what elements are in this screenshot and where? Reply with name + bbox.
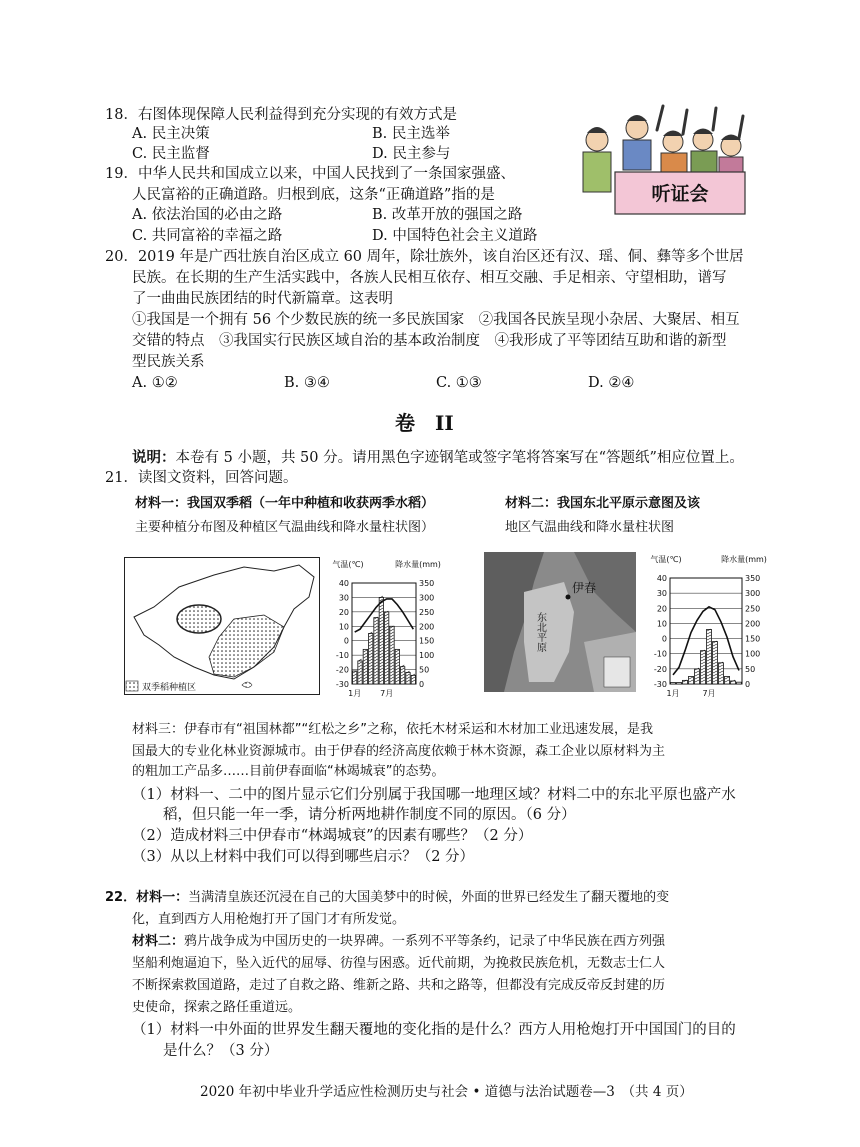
precip-tick-label: 100	[419, 651, 435, 661]
precip-tick-label: 0	[745, 680, 751, 689]
q20-line2: 民族。在长期的生产生活实践中，各族人民相互依存、相互交融、手足相亲、守望相助，谱写	[132, 270, 727, 286]
temp-tick-label: -10	[653, 649, 667, 659]
temp-tick-label: 0	[343, 636, 349, 646]
x-label-jan: 1月	[666, 689, 680, 698]
section-title: 卷 II	[395, 411, 454, 435]
q22-material2-line3: 不断探索救国道路，走过了自救之路、维新之路、共和之路等，但都没有完成反帝反封建的历	[132, 978, 666, 993]
q20-option-c: C. ①③	[436, 375, 482, 391]
climate-chart-2	[644, 548, 768, 698]
map2-city-label: 伊春	[572, 581, 597, 595]
q22-material2-line4: 史使命，探索之路任重道远。	[132, 1000, 302, 1015]
precip-tick-label: 50	[745, 664, 756, 674]
map1-legend-label: 双季稻种植区	[142, 683, 197, 693]
temp-tick-label: -20	[335, 665, 349, 675]
temperature-curve	[355, 599, 414, 632]
map2-region-label: 东北平原	[534, 612, 546, 652]
q20-line5: 交错的特点 ③我国实行民族区域自治的基本政治制度 ④我形成了平等团结互助和谐的新型	[132, 333, 727, 349]
temp-axis-label: 气温(℃)	[332, 560, 364, 569]
temp-tick-label: 0	[661, 634, 667, 644]
q20-line4: ①我国是一个拥有 56 个少数民族的统一多民族国家 ②我国各民族呈现小杂居、大聚居、相互	[132, 312, 740, 328]
temp-tick-label: 20	[338, 607, 349, 617]
precip-bar	[731, 681, 736, 684]
q18-option-b: B. 民主选举	[372, 126, 450, 142]
section-note-text: 本卷有 5 小题，共 50 分。请用黑色字迹钢笔或签字笔将答案写在“答题纸”相应位置上。	[175, 450, 744, 466]
q18-option-a: A. 民主决策	[132, 126, 210, 142]
x-label-jul: 7月	[380, 689, 394, 698]
temp-tick-label: 20	[656, 604, 667, 614]
q21-part2: （2）造成材料三中伊春市“林竭城衰”的因素有哪些？（2 分）	[132, 828, 533, 844]
precip-bar	[671, 682, 676, 684]
precip-tick-label: 50	[419, 665, 430, 675]
temp-axis-label: 气温(℃)	[650, 555, 682, 564]
temp-tick-label: -30	[335, 680, 349, 689]
q19-stem-line1: 19．中华人民共和国成立以来，中国人民找到了一条国家强盛、	[105, 166, 515, 182]
precip-tick-label: 250	[745, 604, 761, 614]
section-note	[132, 448, 744, 468]
temp-tick-label: 30	[656, 589, 667, 599]
temp-tick-label: -10	[335, 651, 349, 661]
hearing-illustration	[575, 100, 747, 215]
plot-frame	[670, 578, 742, 684]
precip-bar	[411, 675, 415, 684]
precip-axis-label: 降水量(mm)	[721, 555, 767, 564]
temp-tick-label: -30	[653, 680, 667, 689]
precip-tick-label: 100	[745, 649, 761, 659]
q21-material2-line2: 地区气温曲线和降水量柱状图	[505, 520, 675, 535]
q18-stem: 18．右图体现保障人民利益得到充分实现的有效方式是	[105, 107, 457, 123]
temp-tick-label: 40	[338, 579, 349, 588]
q21-part1-line2: 稻，但只能一年一季，请分析两地耕作制度不同的原因。（6 分）	[163, 807, 576, 823]
q22-material2-line2: 坚船利炮逼迫下，坠入近代的屈辱、彷徨与困惑。近代前期，为挽救民族危机，无数志士仁人	[132, 956, 666, 971]
q20-line3: 了一曲曲民族团结的时代新篇章。这表明	[132, 291, 393, 307]
temperature-curve	[673, 607, 739, 675]
q19-option-b: B. 改革开放的强国之路	[372, 207, 523, 223]
q22-part1-line1: （1）材料一中外面的世界发生翻天覆地的变化指的是什么？西方人用枪炮打开中国国门的目的	[132, 1022, 736, 1038]
precip-tick-label: 150	[419, 636, 435, 646]
q22-material2-line1: 材料二：鸦片战争成为中国历史的一块界碑。一系列不平等条约，记录了中华民族在西方列强	[132, 934, 666, 949]
temp-tick-label: 40	[656, 574, 667, 583]
q21-material1-line1: 材料一：我国双季稻（一年中种植和收获两季水稻）	[135, 496, 435, 511]
q20-line6: 型民族关系	[132, 354, 205, 370]
q18-option-d: D. 民主参与	[372, 146, 451, 162]
page-footer: 2020 年初中毕业升学适应性检测历史与社会 • 道德与法治试题卷—3 （共 4 页）	[200, 1084, 693, 1100]
q18-option-c: C. 民主监督	[132, 146, 210, 162]
precip-tick-label: 350	[419, 579, 435, 588]
q19-option-c: C. 共同富裕的幸福之路	[132, 228, 283, 244]
q19-stem-line2: 人民富裕的正确道路。归根到底，这条“正确道路”指的是	[132, 187, 495, 203]
precip-tick-label: 150	[745, 634, 761, 644]
legend-swatch	[126, 681, 138, 691]
q22-material1-line2: 化，直到西方人用枪炮打开了国门才有所发觉。	[132, 912, 406, 927]
precip-tick-label: 300	[745, 589, 761, 599]
climate-chart-1	[326, 553, 442, 698]
q20-option-b: B. ③④	[284, 375, 330, 391]
section-note-label: 说明：	[132, 449, 176, 466]
q21-material3-line1: 材料三：伊春市有“祖国林都”“红松之乡”之称，依托木材采运和木材加工业迅速发展，是我	[132, 722, 653, 737]
northeast-plain-map	[484, 552, 636, 692]
x-label-jan: 1月	[348, 689, 362, 698]
q21-material3-line3: 的粗加工产品多……目前伊春面临“林竭城衰”的态势。	[132, 764, 445, 779]
precip-tick-label: 200	[745, 619, 761, 629]
q22-part1-line2: 是什么？（3 分）	[163, 1043, 279, 1059]
precip-tick-label: 350	[745, 574, 761, 583]
q19-option-d: D. 中国特色社会主义道路	[372, 228, 538, 244]
double-rice-map	[124, 557, 320, 695]
precip-tick-label: 250	[419, 607, 435, 617]
precip-tick-label: 200	[419, 622, 435, 632]
precip-axis-label: 降水量(mm)	[395, 560, 441, 569]
q21-material3-line2: 国最大的专业化林业资源城市。由于伊春的经济高度依赖于林木资源，森工企业以原材料为主	[132, 744, 666, 759]
precip-tick-label: 300	[419, 593, 435, 603]
q21-part1-line1: （1）材料一、二中的图片显示它们分别属于我国哪一地理区域？材料二中的东北平原也盛产水	[132, 787, 736, 803]
temp-tick-label: 30	[338, 593, 349, 603]
q22-material1-line1: 22．材料一：当满清皇族还沉浸在自己的大国美梦中的时候，外面的世界已经发生了翻天覆地的变	[105, 890, 670, 905]
temp-tick-label: -20	[653, 664, 667, 674]
q21-part3: （3）从以上材料中我们可以得到哪些启示？（2 分）	[132, 849, 475, 865]
hearing-sign-text: 听证会	[651, 183, 709, 205]
precip-bar	[737, 682, 742, 684]
q20-option-a: A. ①②	[132, 375, 178, 391]
precip-bar	[358, 661, 362, 684]
temp-tick-label: 10	[656, 619, 667, 629]
q20-option-d: D. ②④	[588, 375, 635, 391]
precip-bar	[677, 682, 682, 684]
temp-tick-label: 10	[338, 622, 349, 632]
x-label-jul: 7月	[702, 689, 716, 698]
q20-line1: 20．2019 年是广西壮族自治区成立 60 周年，除壮族外，该自治区还有汉、瑶、侗、彝等多个世居	[105, 249, 744, 265]
q21-stem: 21．读图文资料，回答问题。	[105, 470, 298, 486]
q21-material2-line1: 材料二：我国东北平原示意图及该	[505, 496, 701, 511]
q19-option-a: A. 依法治国的必由之路	[132, 207, 283, 223]
precip-tick-label: 0	[419, 680, 425, 689]
q21-material1-line2: 主要种植分布图及种植区气温曲线和降水量柱状图）	[135, 520, 435, 535]
